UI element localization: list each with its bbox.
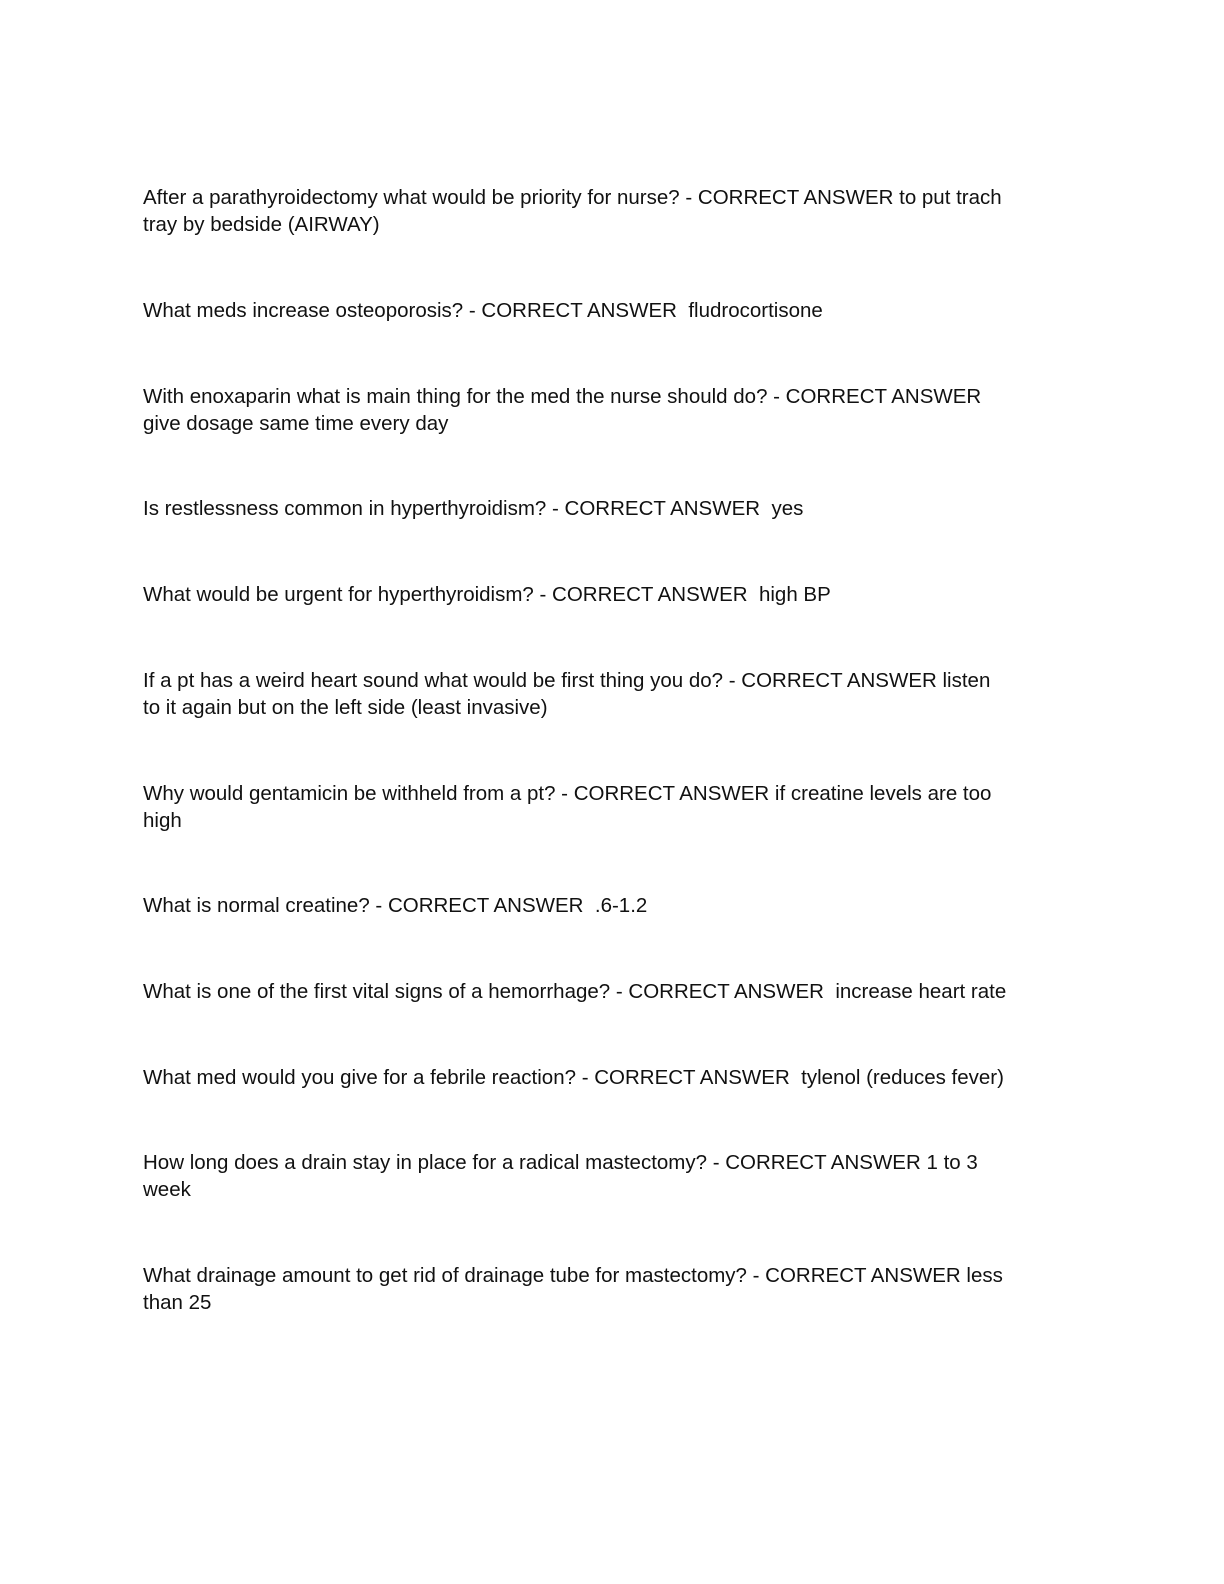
qa-item-1-line2: tray by bedside (AIRWAY)	[143, 213, 380, 236]
qa-item-6-line1: If a pt has a weird heart sound what would be first thing you do? - CORRECT ANSWER listen	[143, 669, 991, 692]
qa-item-2	[143, 297, 823, 324]
qa-item-7-line2: high	[143, 809, 182, 832]
qa-item-12	[143, 1262, 1003, 1316]
qa-item-3-line1: With enoxaparin what is main thing for the med the nurse should do? - CORRECT ANSWER	[143, 385, 982, 408]
qa-item-6-line2: to it again but on the left side (least invasive)	[143, 696, 548, 719]
qa-item-11-line1: How long does a drain stay in place for a radical mastectomy? - CORRECT ANSWER 1 to 3	[143, 1151, 978, 1174]
qa-item-2-line1: What meds increase osteoporosis? - CORRECT ANSWER fludrocortisone	[143, 299, 823, 322]
qa-item-10	[143, 1064, 1004, 1091]
qa-item-12-line2: than 25	[143, 1291, 212, 1314]
qa-item-1-line1: After a parathyroidectomy what would be priority for nurse? - CORRECT ANSWER to put trach	[143, 186, 1002, 209]
qa-item-4	[143, 495, 803, 522]
qa-item-1	[143, 184, 1002, 238]
qa-item-4-line1: Is restlessness common in hyperthyroidism? - CORRECT ANSWER yes	[143, 497, 804, 520]
qa-item-10-line1: What med would you give for a febrile reaction? - CORRECT ANSWER tylenol (reduces fever)	[143, 1066, 1004, 1089]
qa-item-3	[143, 383, 981, 437]
qa-item-8	[143, 892, 647, 919]
qa-item-9-line1: What is one of the first vital signs of a hemorrhage? - CORRECT ANSWER increase heart rate	[143, 980, 1007, 1003]
qa-item-3-line2: give dosage same time every day	[143, 412, 449, 435]
qa-item-9	[143, 978, 1006, 1005]
qa-item-5-line1: What would be urgent for hyperthyroidism? - CORRECT ANSWER high BP	[143, 583, 831, 606]
qa-item-5	[143, 581, 831, 608]
qa-item-12-line1: What drainage amount to get rid of drainage tube for mastectomy? - CORRECT ANSWER less	[143, 1264, 1003, 1287]
qa-item-8-line1: What is normal creatine? - CORRECT ANSWER .6-1.2	[143, 894, 648, 917]
qa-item-11	[143, 1149, 978, 1203]
qa-item-11-line2: week	[143, 1178, 191, 1201]
qa-item-7-line1: Why would gentamicin be withheld from a pt? - CORRECT ANSWER if creatine levels are too	[143, 782, 992, 805]
qa-item-7	[143, 780, 991, 834]
qa-item-6	[143, 667, 990, 721]
